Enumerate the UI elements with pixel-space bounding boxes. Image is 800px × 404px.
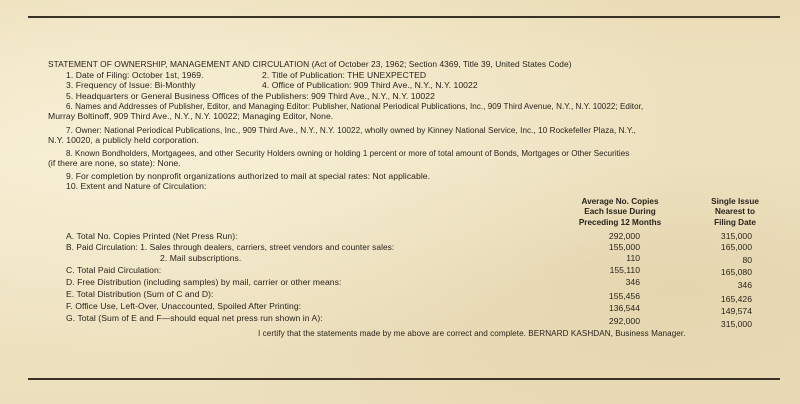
- item-6-line-2: Murray Boltinoff, 909 Third Ave., N.Y., N.Y. 10022; Managing Editor, None.: [48, 111, 334, 121]
- item-8-line-1: 8. Known Bondholders, Mortgagees, and other Security Holders owning or holding 1 percent or more of total amount of Bonds, Mortgages or Other Securities: [66, 148, 630, 158]
- single-issue-header: [690, 197, 780, 228]
- row-b2-label: 2. Mail subscriptions.: [160, 253, 242, 263]
- item-7-line-2: N.Y. 10020, a publicly held corporation.: [48, 135, 199, 145]
- row-c-label: C. Total Paid Circulation:: [66, 265, 162, 275]
- row-a-single: 315,000: [720, 231, 752, 241]
- row-b1-label: B. Paid Circulation: 1. Sales through dealers, carriers, street vendors and counter sales:: [66, 242, 395, 252]
- statement-title: STATEMENT OF OWNERSHIP, MANAGEMENT AND CIRCULATION (Act of October 23, 1962; Section 4369, Title 39, United States Code): [48, 59, 572, 69]
- row-d-label: D. Free Distribution (including samples) by mail, carrier or other means:: [66, 277, 342, 287]
- row-a-average: 292,000: [608, 231, 640, 241]
- item-8-line-2: (if there are none, so state): None.: [48, 158, 181, 168]
- row-e-average: 155,456: [608, 291, 640, 301]
- row-b1-single: 165,000: [720, 242, 752, 252]
- row-f-label: F. Office Use, Left-Over, Unaccounted, Spoiled After Printing:: [66, 301, 302, 311]
- top-rule: [28, 16, 780, 18]
- item-7-line-1: 7. Owner: National Periodical Publications, Inc., 909 Third Ave., N.Y., N.Y. 10022, wholly owned by Kinney National Service, Inc., 10 Rockefeller Plaza, N.Y.,: [66, 125, 636, 135]
- row-a-label: A. Total No. Copies Printed (Net Press Run):: [66, 231, 238, 241]
- row-f-average: 136,544: [608, 303, 640, 313]
- row-d-single: 346: [737, 280, 752, 290]
- item-1-date-of-filing: 1. Date of Filing: October 1st, 1969.: [66, 70, 204, 80]
- item-3-frequency: 3. Frequency of Issue: Bi-Monthly: [66, 80, 196, 90]
- average-copies-header: [560, 197, 680, 228]
- average-header-line-1: Average No. Copies: [581, 197, 659, 206]
- single-header-line-3: Filing Date: [714, 217, 756, 227]
- average-header-line-3: Preceding 12 Months: [578, 217, 662, 227]
- item-4-office: 4. Office of Publication: 909 Third Ave., N.Y., N.Y. 10022: [262, 80, 478, 90]
- item-6-line-1: 6. Names and Addresses of Publisher, Editor, and Managing Editor: Publisher, National Periodical Publications, Inc., 909 Third Avenue, N.Y., N.Y. 10022; Editor,: [66, 101, 644, 111]
- row-b2-average: 110: [626, 253, 640, 263]
- row-c-average: 155,110: [609, 265, 640, 275]
- row-b1-average: 155,000: [608, 242, 640, 252]
- row-e-single: 165,426: [720, 294, 752, 304]
- row-c-single: 165,080: [720, 267, 752, 277]
- row-d-average: 346: [625, 277, 640, 287]
- certification-statement: I certify that the statements made by me above are correct and complete. BERNARD KASHDAN, Business Manager.: [258, 328, 686, 338]
- row-f-single: 149,574: [720, 306, 752, 316]
- row-g-single: 315,000: [720, 319, 752, 329]
- row-e-label: E. Total Distribution (Sum of C and D):: [66, 289, 214, 299]
- row-g-label: G. Total (Sum of E and F—should equal net press run shown in A):: [66, 313, 323, 323]
- item-2-title-of-publication: 2. Title of Publication: THE UNEXPECTED: [262, 70, 427, 80]
- item-10-circulation-heading: 10. Extent and Nature of Circulation:: [66, 181, 207, 191]
- item-9-nonprofit: 9. For completion by nonprofit organizations authorized to mail at special rates: Not applicable.: [66, 171, 431, 181]
- row-g-average: 292,000: [608, 316, 640, 326]
- row-b2-single: 80: [742, 255, 752, 265]
- item-5-headquarters: 5. Headquarters or General Business Offices of the Publishers: 909 Third Ave., N.Y., N.Y. 10022: [66, 91, 435, 101]
- bottom-rule: [28, 378, 780, 380]
- average-header-line-2: Each Issue During: [584, 207, 656, 217]
- single-header-line-1: Single Issue: [711, 197, 759, 206]
- single-header-line-2: Nearest to: [714, 207, 756, 217]
